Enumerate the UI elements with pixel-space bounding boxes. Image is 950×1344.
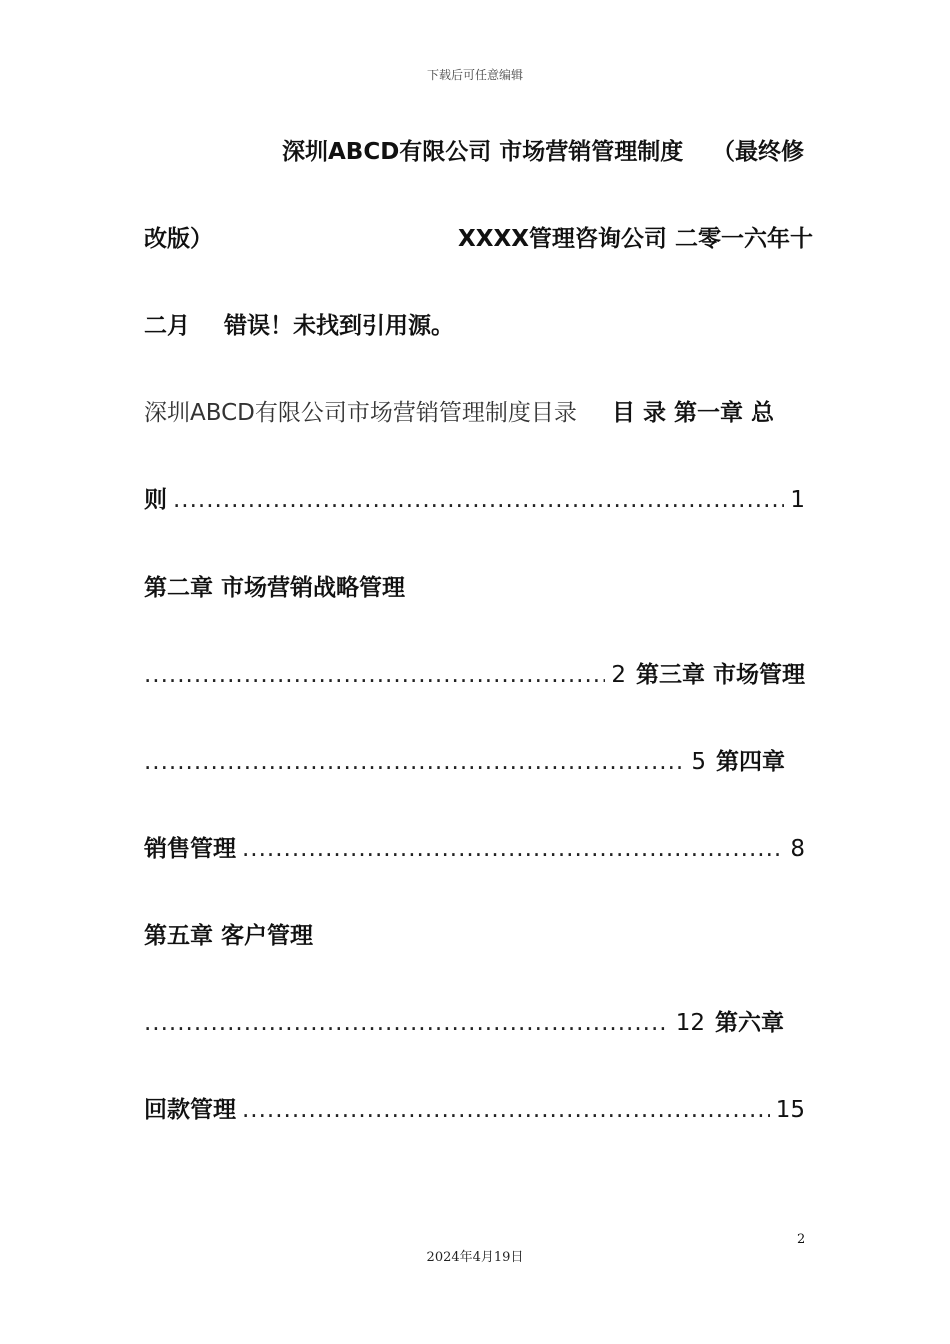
toc-entry-chapter-2-title[interactable]: 第二章 市场营销战略管理 (144, 575, 406, 601)
toc-heading: 目 录 第一章 总 (612, 400, 775, 426)
toc-leader-dots (242, 1095, 770, 1125)
toc-page-number: 1 (790, 487, 805, 513)
toc-entry-title: 第三章 市场管理 (635, 662, 805, 688)
toc-leader-dots (144, 1008, 670, 1038)
toc-entry-title: 销售管理 (144, 836, 236, 862)
toc-entry-chapter-1[interactable] (144, 485, 805, 515)
page-header: 下载后可任意编辑 (426, 68, 523, 82)
toc-entry-chapter-3-4[interactable] (144, 747, 785, 777)
toc-page-number: 5 (691, 749, 706, 775)
toc-page-number: 15 (775, 1097, 805, 1123)
toc-page-number: 2 (611, 662, 626, 688)
toc-entry-chapter-2-3[interactable] (144, 660, 805, 690)
reference-error-text: 错误！未找到引用源。 (224, 313, 454, 339)
toc-leader-dots (144, 660, 605, 690)
toc-leader-dots (173, 485, 784, 515)
title-version-end: 改版） (144, 226, 213, 252)
toc-entry-chapter-4[interactable] (144, 834, 805, 864)
toc-entry-chapter-6[interactable] (144, 1095, 805, 1125)
title-version-start: （最终修 (712, 139, 804, 165)
toc-leader-dots (242, 834, 784, 864)
toc-entry-title: 第六章 (715, 1010, 784, 1036)
toc-entry-chapter-5-title[interactable]: 第五章 客户管理 (144, 923, 314, 949)
toc-entry-chapter-5-6[interactable] (144, 1008, 784, 1038)
toc-leader-dots (144, 747, 685, 777)
toc-page-number: 12 (675, 1010, 705, 1036)
title-company-date: XXXX管理咨询公司 二零一六年十 (458, 226, 813, 252)
toc-caption: 深圳ABCD有限公司市场营销管理制度目录 (144, 400, 577, 426)
page-footer-date: 2024年4月19日 (426, 1250, 524, 1265)
toc-entry-title: 则 (144, 487, 167, 513)
title-date-end: 二月 (144, 313, 190, 339)
document-title: 深圳ABCD有限公司 市场营销管理制度 (282, 139, 684, 165)
toc-page-number: 8 (790, 836, 805, 862)
page-number: 2 (797, 1232, 806, 1247)
toc-entry-title: 第四章 (716, 749, 785, 775)
toc-entry-title: 回款管理 (144, 1097, 236, 1123)
